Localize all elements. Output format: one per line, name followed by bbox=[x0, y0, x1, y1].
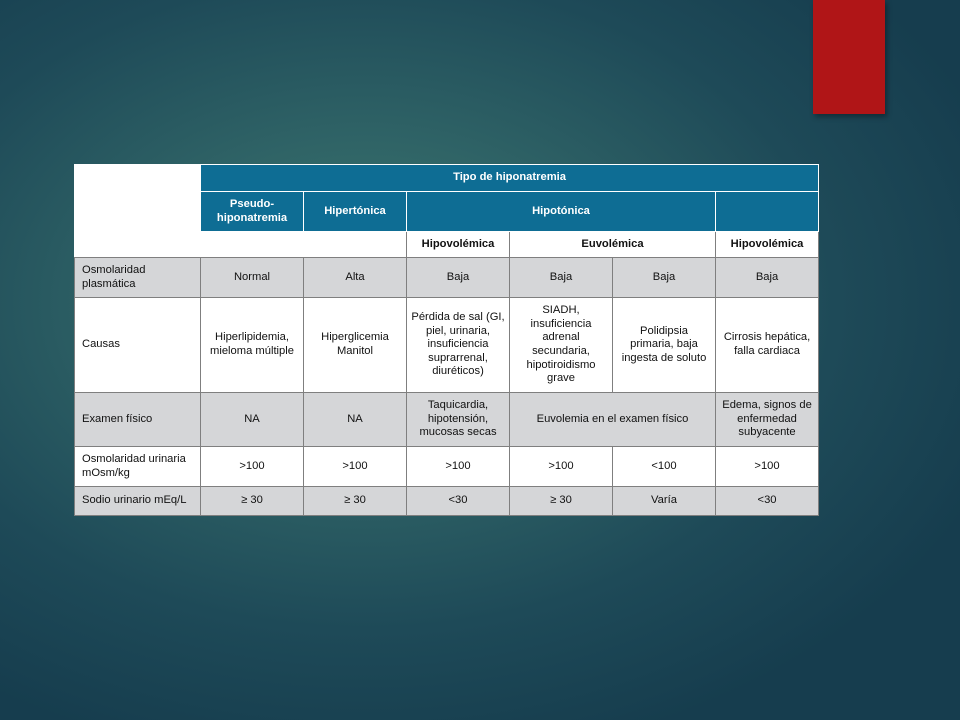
cell: ≥ 30 bbox=[510, 487, 613, 516]
subheader-hipovolemica-2: Hipovolémica bbox=[716, 232, 819, 258]
cell: >100 bbox=[716, 447, 819, 487]
cell: NA bbox=[304, 393, 407, 447]
subheader-euvolemica: Euvolémica bbox=[510, 232, 716, 258]
cell: <100 bbox=[613, 447, 716, 487]
cell: Edema, signos de enfermedad subyacente bbox=[716, 393, 819, 447]
header-pseudohiponatremia: Pseudo- hiponatremia bbox=[201, 192, 304, 232]
cell: Baja bbox=[613, 258, 716, 298]
subheader-empty bbox=[201, 232, 407, 258]
cell: Polidipsia primaria, baja ingesta de soluto bbox=[613, 298, 716, 393]
row-label: Osmolaridad urinaria mOsm/kg bbox=[75, 447, 201, 487]
cell: >100 bbox=[407, 447, 510, 487]
cell: Alta bbox=[304, 258, 407, 298]
header-row-type bbox=[75, 165, 819, 192]
cell: Pérdida de sal (GI, piel, urinaria, insuficiencia suprarrenal, diuréticos) bbox=[407, 298, 510, 393]
cell: <30 bbox=[407, 487, 510, 516]
cell: >100 bbox=[510, 447, 613, 487]
red-accent-tab bbox=[813, 0, 885, 114]
row-label: Causas bbox=[75, 298, 201, 393]
cell: Varía bbox=[613, 487, 716, 516]
cell: Euvolemia en el examen físico bbox=[510, 393, 716, 447]
cell: <30 bbox=[716, 487, 819, 516]
cell: Baja bbox=[716, 258, 819, 298]
row-label: Osmolaridad plasmática bbox=[75, 258, 201, 298]
hiponatremia-table-card bbox=[74, 164, 818, 515]
cell: SIADH, insuficiencia adrenal secundaria, hipotiroidismo grave bbox=[510, 298, 613, 393]
corner-cell bbox=[75, 165, 201, 258]
row-examen-fisico bbox=[75, 393, 819, 447]
cell: >100 bbox=[304, 447, 407, 487]
cell: Hiperglicemia Manitol bbox=[304, 298, 407, 393]
subheader-hipovolemica-1: Hipovolémica bbox=[407, 232, 510, 258]
cell: Normal bbox=[201, 258, 304, 298]
cell: Hiperlipidemia, mieloma múltiple bbox=[201, 298, 304, 393]
header-empty bbox=[716, 192, 819, 232]
cell: Baja bbox=[407, 258, 510, 298]
row-label: Examen físico bbox=[75, 393, 201, 447]
row-sodio-urinario bbox=[75, 487, 819, 516]
hiponatremia-table bbox=[74, 164, 819, 516]
header-tipo-de-hiponatremia: Tipo de hiponatremia bbox=[201, 165, 819, 192]
row-osmolaridad-urinaria bbox=[75, 447, 819, 487]
header-hipotonica: Hipotónica bbox=[407, 192, 716, 232]
row-causas bbox=[75, 298, 819, 393]
cell: Baja bbox=[510, 258, 613, 298]
cell: Taquicardia, hipotensión, mucosas secas bbox=[407, 393, 510, 447]
cell: ≥ 30 bbox=[201, 487, 304, 516]
row-osmolaridad-plasmatica bbox=[75, 258, 819, 298]
row-label: Sodio urinario mEq/L bbox=[75, 487, 201, 516]
cell: ≥ 30 bbox=[304, 487, 407, 516]
cell: Cirrosis hepática, falla cardiaca bbox=[716, 298, 819, 393]
header-hipertonica: Hipertónica bbox=[304, 192, 407, 232]
cell: NA bbox=[201, 393, 304, 447]
cell: >100 bbox=[201, 447, 304, 487]
